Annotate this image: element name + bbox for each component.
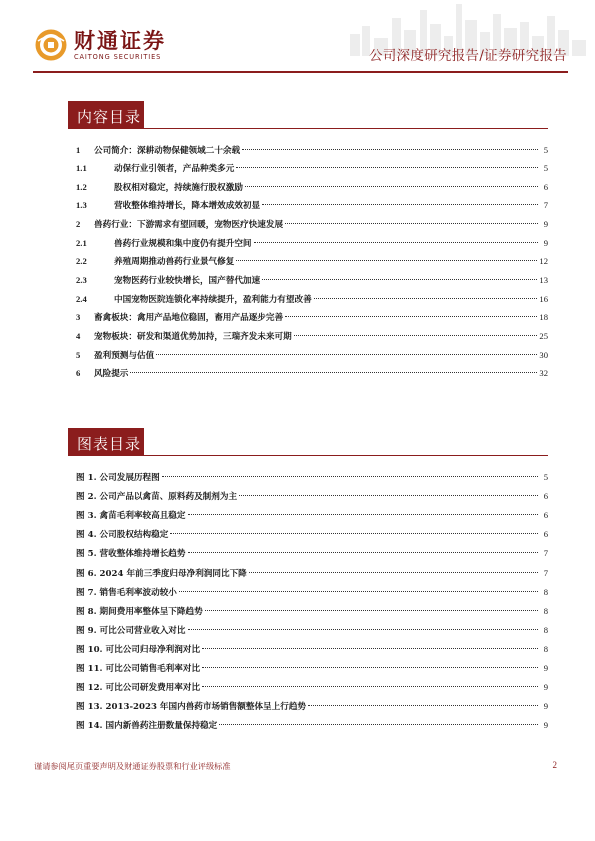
toc-entry[interactable]	[68, 180, 548, 194]
dot-leader	[262, 279, 537, 280]
toc-title: 内容目录	[77, 108, 142, 126]
page-number: 2	[552, 760, 557, 770]
figure-entry-title: 图 3. 禽苗毛利率较高且稳定	[76, 511, 186, 522]
dot-leader	[188, 552, 539, 553]
brand-name-cn: 财通证券	[74, 28, 166, 53]
toc-section	[68, 101, 548, 379]
toc-entry[interactable]	[68, 273, 548, 287]
figure-entry[interactable]	[68, 604, 548, 618]
toc-entry-number: 1.3	[76, 200, 87, 210]
toc-entry-number: 1.1	[76, 163, 87, 173]
dot-leader	[162, 476, 538, 477]
toc-entry-page: 6	[543, 182, 548, 192]
dot-leader	[219, 724, 538, 725]
dot-leader	[294, 335, 538, 336]
figure-entry[interactable]	[68, 489, 548, 503]
dot-leader	[242, 149, 538, 150]
figure-entry-page: 9	[543, 701, 548, 712]
figure-entry-page: 7	[543, 548, 548, 559]
dot-leader	[249, 572, 538, 573]
toc-entry-title: 股权相对稳定，持续施行股权激励	[114, 183, 243, 193]
figure-entry-page: 6	[543, 529, 548, 540]
figure-entry-title: 图 5. 营收整体维持增长趋势	[76, 549, 186, 560]
figure-entry-page: 6	[543, 491, 548, 502]
figure-entry-page: 9	[543, 720, 548, 731]
toc-entry-page: 5	[543, 145, 548, 155]
toc-entry[interactable]	[68, 254, 548, 268]
toc-entry-page: 30	[539, 350, 548, 360]
figure-entry[interactable]	[68, 680, 548, 694]
figure-entry-page: 8	[543, 643, 548, 654]
dot-leader	[314, 298, 538, 299]
figure-entry[interactable]	[68, 527, 548, 541]
figure-entry-title: 图 2. 公司产品以禽苗、原料药及制剂为主	[76, 492, 238, 503]
dot-leader	[239, 495, 538, 496]
dot-leader	[202, 667, 538, 668]
toc-entry-number: 6	[76, 368, 81, 378]
dot-leader	[130, 372, 537, 373]
figure-entry[interactable]	[68, 546, 548, 560]
dot-leader	[236, 167, 538, 168]
toc-entry-title: 动保行业引领者，产品种类多元	[114, 164, 235, 174]
toc-entry[interactable]	[68, 236, 548, 250]
toc-entry-number: 2	[76, 219, 81, 229]
figure-entry-title: 图 11. 可比公司销售毛利率对比	[76, 664, 201, 674]
figure-entry-page: 6	[543, 510, 548, 521]
toc-entry-title: 营收整体维持增长，降本增效成效初显	[114, 201, 261, 211]
toc-entry-number: 2.1	[76, 238, 87, 248]
figure-entry-title: 图 14. 国内新兽药注册数量保持稳定	[76, 721, 218, 732]
toc-entry-page: 18	[539, 312, 548, 322]
toc-entry-page: 9	[543, 219, 548, 229]
figure-entry-title: 图 9. 可比公司营业收入对比	[76, 625, 186, 636]
figure-entry-title: 图 4. 公司股权结构稳定	[76, 530, 169, 541]
dot-leader	[202, 648, 538, 649]
company-logo	[34, 28, 166, 62]
figure-entry-page: 7	[543, 567, 548, 578]
toc-entry-title: 盈利预测与估值	[94, 351, 155, 361]
dot-leader	[254, 242, 538, 243]
toc-entry[interactable]	[68, 161, 548, 175]
header-divider	[33, 71, 568, 73]
toc-entry-title: 中国宠物医院连锁化率持续提升，盈利能力有望改善	[114, 295, 312, 305]
dot-leader	[262, 204, 538, 205]
dot-leader	[188, 514, 539, 515]
toc-entry-number: 4	[76, 331, 81, 341]
toc-entry-page: 32	[539, 368, 548, 378]
brand-name-en: CAITONG SECURITIES	[74, 52, 162, 61]
toc-entry-page: 16	[539, 294, 548, 304]
figure-entry-page: 8	[543, 605, 548, 616]
dot-leader	[156, 354, 537, 355]
figure-entry[interactable]	[68, 661, 548, 675]
dot-leader	[179, 591, 538, 592]
figure-entry-page: 9	[543, 663, 548, 673]
dot-leader	[285, 316, 537, 317]
toc-entry[interactable]	[68, 292, 548, 306]
toc-entry[interactable]	[68, 143, 548, 157]
toc-entry-title: 宠物医药行业较快增长，国产替代加速	[114, 276, 261, 286]
figure-entry-page: 5	[543, 472, 548, 482]
dot-leader	[205, 610, 538, 611]
figure-entry-title: 图 1. 公司发展历程图	[76, 473, 160, 483]
figure-list-section	[68, 428, 548, 732]
toc-entry[interactable]	[68, 366, 548, 380]
toc-entry-number: 2.3	[76, 275, 87, 285]
figure-entry[interactable]	[68, 585, 548, 599]
toc-entry-number: 5	[76, 350, 81, 360]
caitong-logo-icon	[34, 28, 68, 62]
dot-leader	[308, 705, 538, 706]
page-header	[0, 0, 595, 80]
toc-entry-page: 5	[543, 163, 548, 173]
figure-entry-page: 9	[543, 682, 548, 693]
figure-entry-title: 图 13. 2013-2023 年国内兽药市场销售额整体呈上行趋势	[76, 702, 307, 713]
figure-entry-title: 图 10. 可比公司归母净利润对比	[76, 644, 201, 655]
toc-entry-title: 养殖周期推动兽药行业景气修复	[114, 257, 235, 267]
figure-entry[interactable]	[68, 642, 548, 656]
toc-entry-number: 2.4	[76, 294, 87, 304]
dot-leader	[245, 186, 538, 187]
figure-entry[interactable]	[68, 508, 548, 522]
toc-entry-page: 7	[543, 200, 548, 210]
disclaimer-note: 谨请参阅尾页重要声明及财通证券股票和行业评级标准	[34, 761, 231, 771]
toc-entry-title: 风险提示	[94, 369, 129, 379]
toc-entry[interactable]	[68, 217, 548, 231]
dot-leader	[188, 629, 539, 630]
toc-entry-page: 13	[539, 275, 548, 285]
dot-leader	[285, 223, 538, 224]
dot-leader	[236, 260, 537, 261]
dot-leader	[170, 533, 538, 534]
toc-entry-title: 公司简介：深耕动物保健领域二十余载	[94, 146, 241, 156]
report-type-label: 公司深度研究报告/证券研究报告	[368, 48, 567, 64]
toc-entry[interactable]	[68, 198, 548, 212]
toc-entry-number: 1.2	[76, 182, 87, 192]
toc-header	[68, 101, 548, 129]
toc-entry[interactable]	[68, 310, 548, 324]
toc-entry[interactable]	[68, 348, 548, 362]
toc-entry-number: 1	[76, 145, 81, 155]
toc-entry-page: 25	[539, 331, 548, 341]
toc-entry-number: 2.2	[76, 256, 87, 266]
figure-entry[interactable]	[68, 470, 548, 484]
toc-entry-page: 12	[539, 256, 548, 266]
toc-entry-title: 兽药行业规模和集中度仍有提升空间	[114, 239, 252, 249]
figure-entry[interactable]	[68, 699, 548, 713]
toc-entry[interactable]	[68, 329, 548, 343]
figure-list-header	[68, 428, 548, 456]
figure-entry-title: 图 7. 销售毛利率波动较小	[76, 587, 177, 598]
figure-entry-page: 8	[543, 624, 548, 635]
toc-entry-title: 兽药行业：下游需求有望回暖，宠物医疗快速发展	[94, 220, 284, 230]
figure-entry[interactable]	[68, 566, 548, 580]
figure-entry[interactable]	[68, 623, 548, 637]
dot-leader	[202, 686, 538, 687]
figure-entry-title: 图 6. 2024 年前三季度归母净利润同比下降	[76, 568, 247, 579]
toc-entry-number: 3	[76, 312, 81, 322]
figure-list-title: 图表目录	[77, 435, 142, 453]
figure-entry-page: 8	[543, 586, 548, 597]
toc-entry-page: 9	[543, 238, 548, 248]
figure-entry[interactable]	[68, 718, 548, 732]
toc-entry-title: 畜禽板块：禽用产品地位稳固，畜用产品逐步完善	[94, 313, 284, 323]
toc-entry-title: 宠物板块：研发和渠道优势加持，三瑞齐发未来可期	[94, 332, 292, 342]
figure-entry-title: 图 12. 可比公司研发费用率对比	[76, 683, 201, 694]
figure-entry-title: 图 8. 期间费用率整体呈下降趋势	[76, 606, 203, 617]
